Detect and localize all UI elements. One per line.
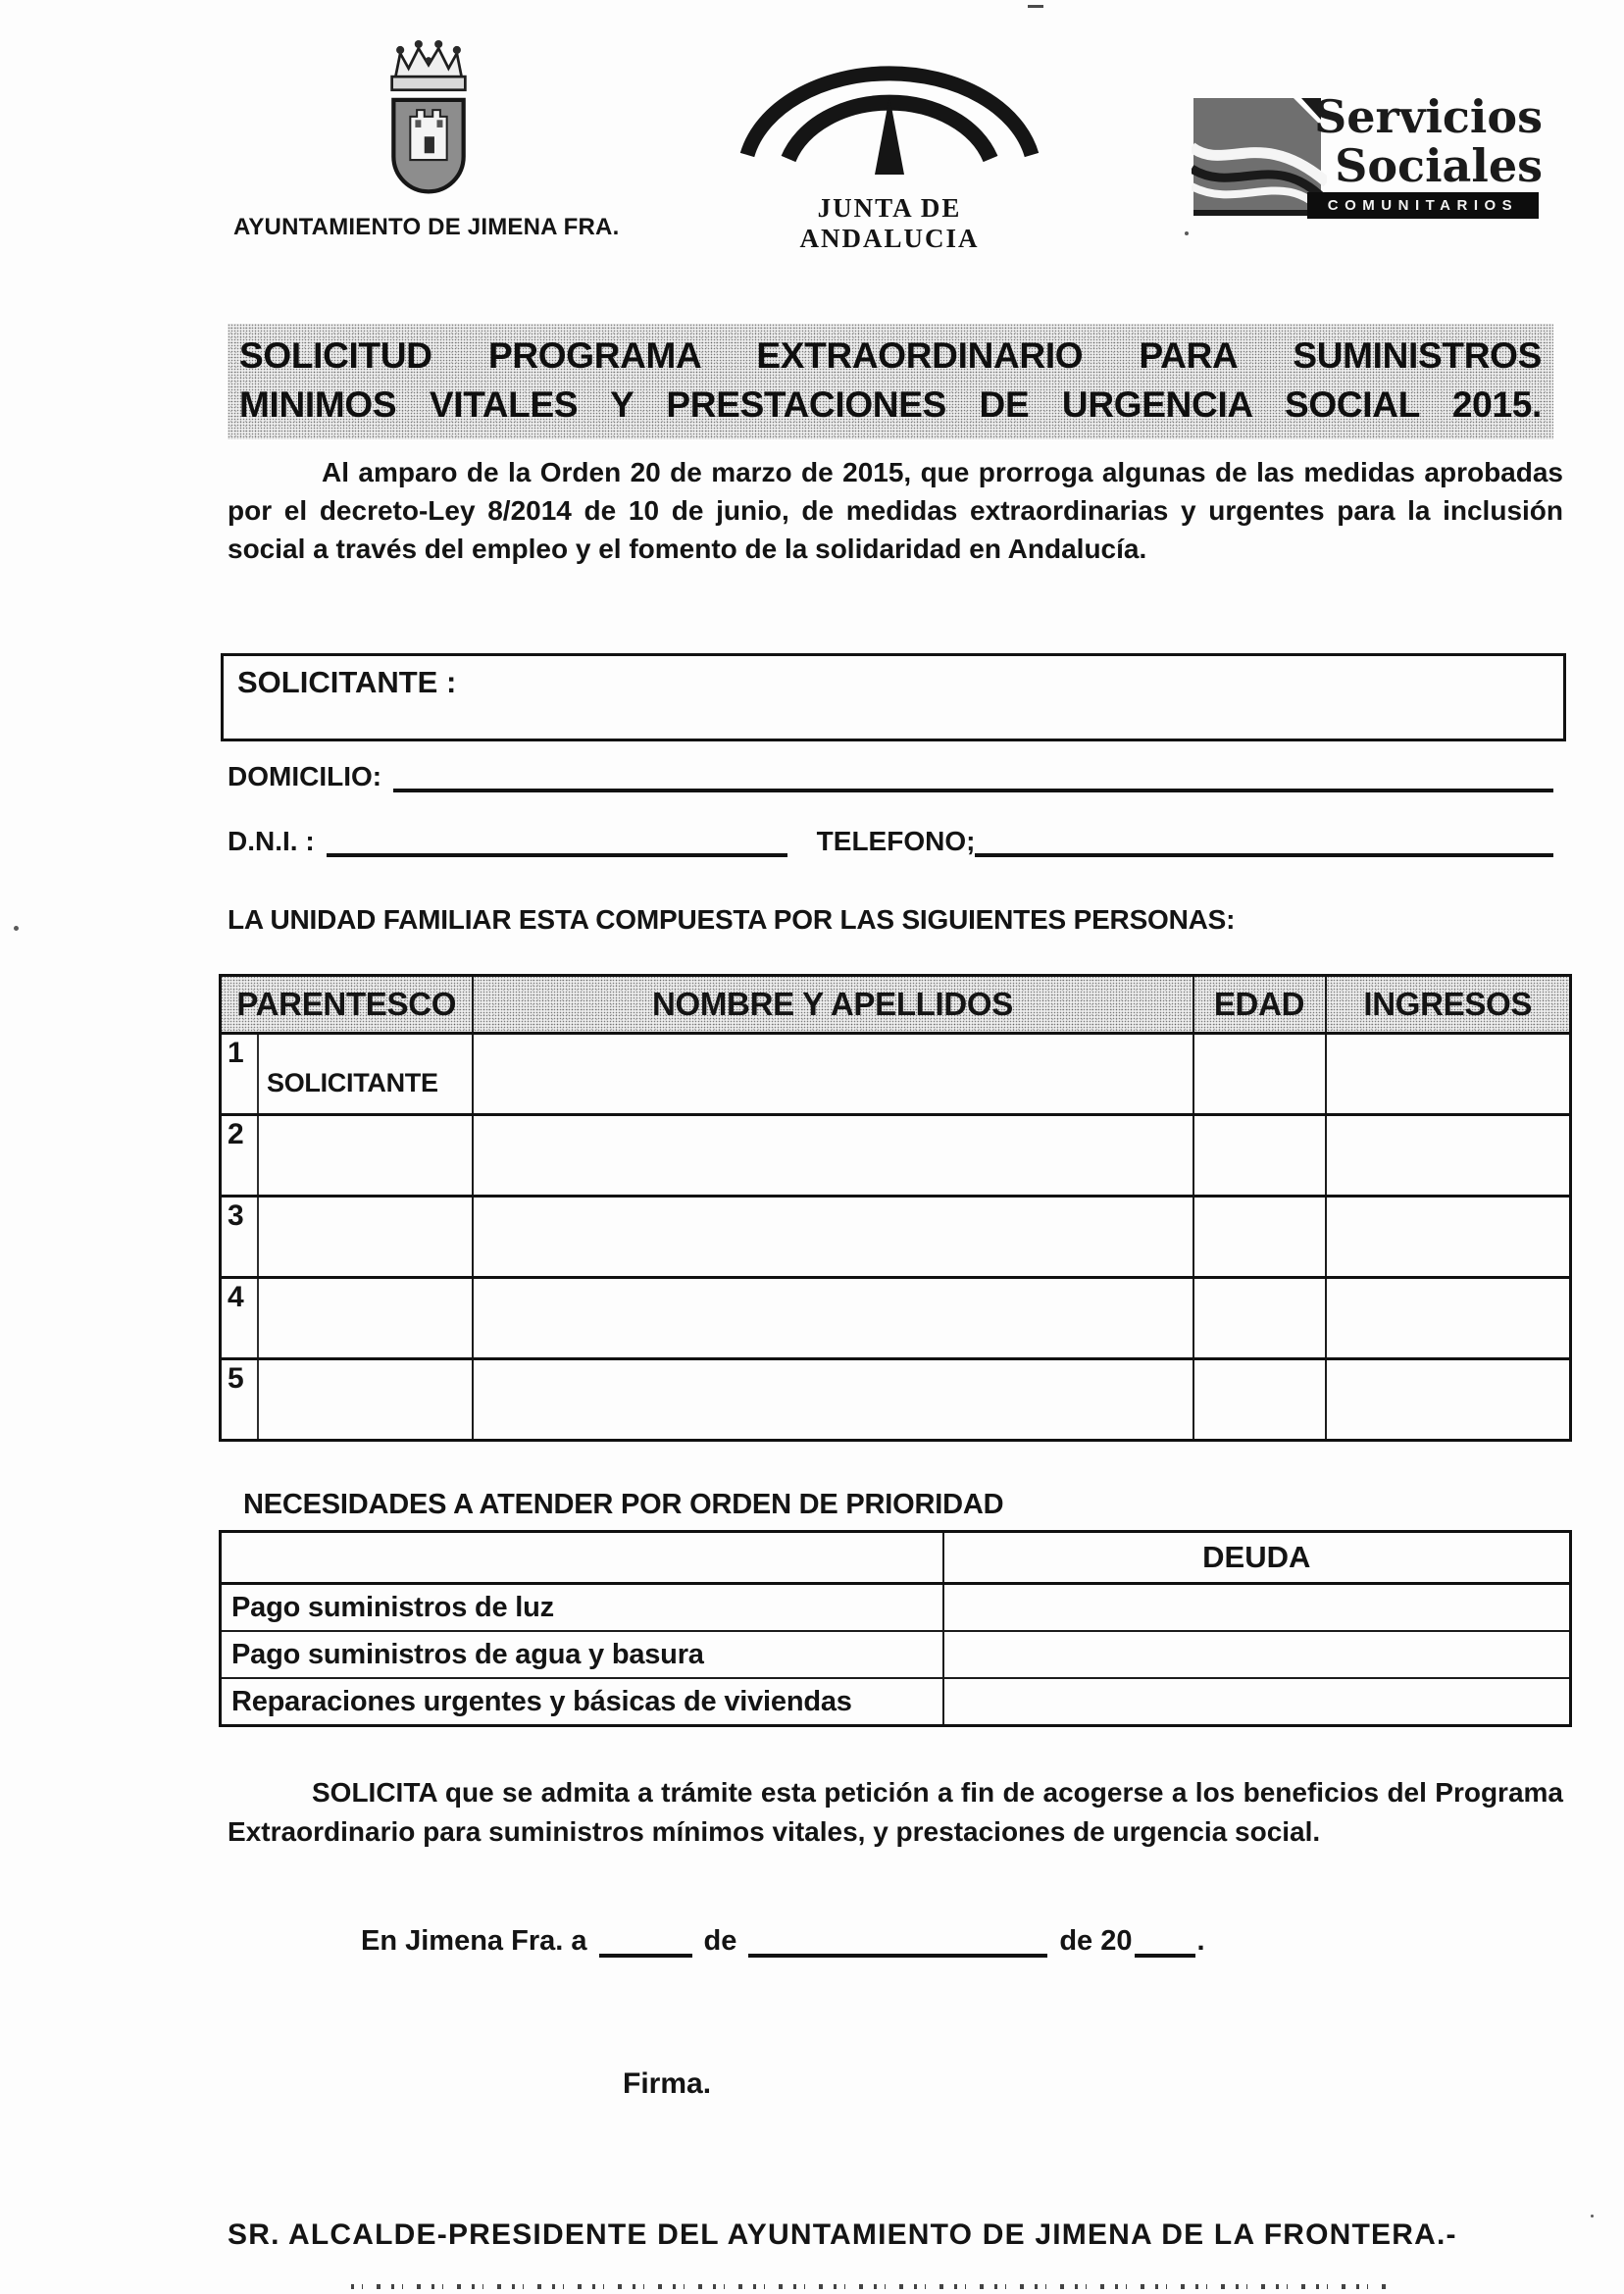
parentesco-cell: [259, 1394, 267, 1439]
family-row-5: [221, 1359, 1571, 1441]
scan-noise-speck: [14, 926, 19, 931]
edad-cell: [1193, 1034, 1326, 1115]
title-line-1: SOLICITUD PROGRAMA EXTRAORDINARIO PARA SUMINISTROS: [239, 335, 1542, 376]
scan-noise-speck: [1185, 231, 1189, 235]
edad-cell: [1193, 1197, 1326, 1278]
family-row-3: [221, 1197, 1571, 1278]
date-period: .: [1196, 1925, 1205, 1957]
deuda-cell: [943, 1678, 1571, 1726]
needs-row-1: [221, 1584, 1571, 1632]
needs-heading: NECESIDADES A ATENDER POR ORDEN DE PRIORIDAD: [243, 1489, 1004, 1520]
dni-blank-line: [327, 822, 787, 857]
domicilio-label: DOMICILIO:: [228, 761, 382, 791]
junta-label: JUNTA DE ANDALUCIA: [799, 193, 980, 253]
date-part-3: de 20: [1059, 1925, 1133, 1957]
row-number: 5: [222, 1360, 259, 1439]
row-number: 1: [222, 1035, 259, 1113]
dni-label: D.N.I. :: [228, 826, 315, 856]
solicitante-label: SOLICITANTE :: [237, 665, 457, 699]
nombre-cell: [473, 1278, 1193, 1359]
year-blank-line: [1135, 1924, 1195, 1958]
scan-noise-dash: [1028, 5, 1043, 8]
bottom-cutoff-text-line: [351, 2284, 1395, 2289]
nombre-cell: [473, 1359, 1193, 1441]
needs-item-label: Pago suministros de agua y basura: [221, 1631, 943, 1678]
form-title-bar: [228, 324, 1553, 439]
ingresos-cell: [1326, 1278, 1571, 1359]
servicios-sociales-logo: [1192, 90, 1543, 258]
servicios-line1: Servicios: [1314, 90, 1543, 143]
telefono-blank-line: [975, 822, 1553, 857]
needs-table: [219, 1530, 1572, 1727]
servicios-line2: Sociales: [1335, 139, 1543, 192]
nombre-cell: [473, 1034, 1193, 1115]
junta-arcs-icon: [728, 45, 1051, 180]
footer-addressee: SR. ALCALDE-PRESIDENTE DEL AYUNTAMIENTO DE JIMENA DE LA FRONTERA.-: [228, 2218, 1457, 2251]
edad-cell: [1193, 1115, 1326, 1197]
intro-paragraph: Al amparo de la Orden 20 de marzo de 2015, que prorroga algunas de las medidas aprobadas por el decreto-Ley 8/2014 de 10 de junio, de medidas extraordinarias y urgentes para la inclusión social a través del empleo y el fomento de la solidaridad en Andalucía.: [228, 457, 1563, 564]
ingresos-cell: [1326, 1197, 1571, 1278]
nombre-cell: [473, 1115, 1193, 1197]
ingresos-cell: [1326, 1034, 1571, 1115]
needs-row-2: [221, 1631, 1571, 1678]
ingresos-cell: [1326, 1115, 1571, 1197]
parentesco-cell: [259, 1231, 267, 1276]
column-header-parentesco: PARENTESCO: [221, 976, 473, 1034]
month-blank-line: [748, 1924, 1047, 1958]
parentesco-cell: SOLICITANTE: [267, 1068, 438, 1097]
solicitante-box: [221, 653, 1566, 741]
parentesco-cell: [259, 1312, 267, 1357]
dni-telefono-row: [228, 822, 1553, 857]
needs-header-empty: [221, 1532, 943, 1584]
nombre-cell: [473, 1197, 1193, 1278]
domicilio-row: [228, 757, 1553, 792]
junta-logo: [728, 45, 1051, 254]
ingresos-cell: [1326, 1359, 1571, 1441]
needs-item-label: Reparaciones urgentes y básicas de viviendas: [221, 1678, 943, 1726]
family-heading: LA UNIDAD FAMILIAR ESTA COMPUESTA POR LAS SIGUIENTES PERSONAS:: [228, 904, 1236, 935]
title-line-2: MINIMOS VITALES Y PRESTACIONES DE URGENCIA SOCIAL 2015.: [239, 384, 1542, 425]
row-number: 3: [222, 1198, 259, 1276]
solicita-paragraph: SOLICITA que se admita a trámite esta petición a fin de acogerse a los beneficios del Programa Extraordinario para suministros mínimos vitales, y prestaciones de urgencia social.: [228, 1777, 1563, 1847]
servicios-title: [1307, 92, 1543, 190]
firma-label: Firma.: [623, 2067, 712, 2100]
servicios-banner: COMUNITARIOS: [1307, 192, 1539, 219]
family-row-2: [221, 1115, 1571, 1197]
domicilio-blank-line: [393, 757, 1553, 792]
column-header-nombre: NOMBRE Y APELLIDOS: [473, 976, 1193, 1034]
edad-cell: [1193, 1278, 1326, 1359]
edad-cell: [1193, 1359, 1326, 1441]
parentesco-cell: [259, 1149, 267, 1195]
needs-item-label: Pago suministros de luz: [221, 1584, 943, 1632]
day-blank-line: [599, 1924, 692, 1958]
column-header-edad: EDAD: [1193, 976, 1326, 1034]
telefono-label: TELEFONO;: [816, 826, 976, 856]
deuda-cell: [943, 1584, 1571, 1632]
date-line: [361, 1924, 1205, 1958]
needs-header-deuda: DEUDA: [943, 1532, 1571, 1584]
date-part-1: En Jimena Fra. a: [361, 1925, 587, 1957]
row-number: 2: [222, 1116, 259, 1195]
jimena-coat-of-arms-icon: [345, 33, 512, 210]
date-part-2: de: [703, 1925, 737, 1957]
deuda-cell: [943, 1631, 1571, 1678]
needs-row-3: [221, 1678, 1571, 1726]
row-number: 4: [222, 1279, 259, 1357]
ayuntamiento-label: AYUNTAMIENTO DE JIMENA FRA.: [233, 214, 620, 240]
family-row-1: [221, 1034, 1571, 1115]
family-row-4: [221, 1278, 1571, 1359]
family-table: [219, 974, 1569, 1442]
column-header-ingresos: INGRESOS: [1326, 976, 1571, 1034]
scan-noise-speck: [1591, 2215, 1594, 2218]
